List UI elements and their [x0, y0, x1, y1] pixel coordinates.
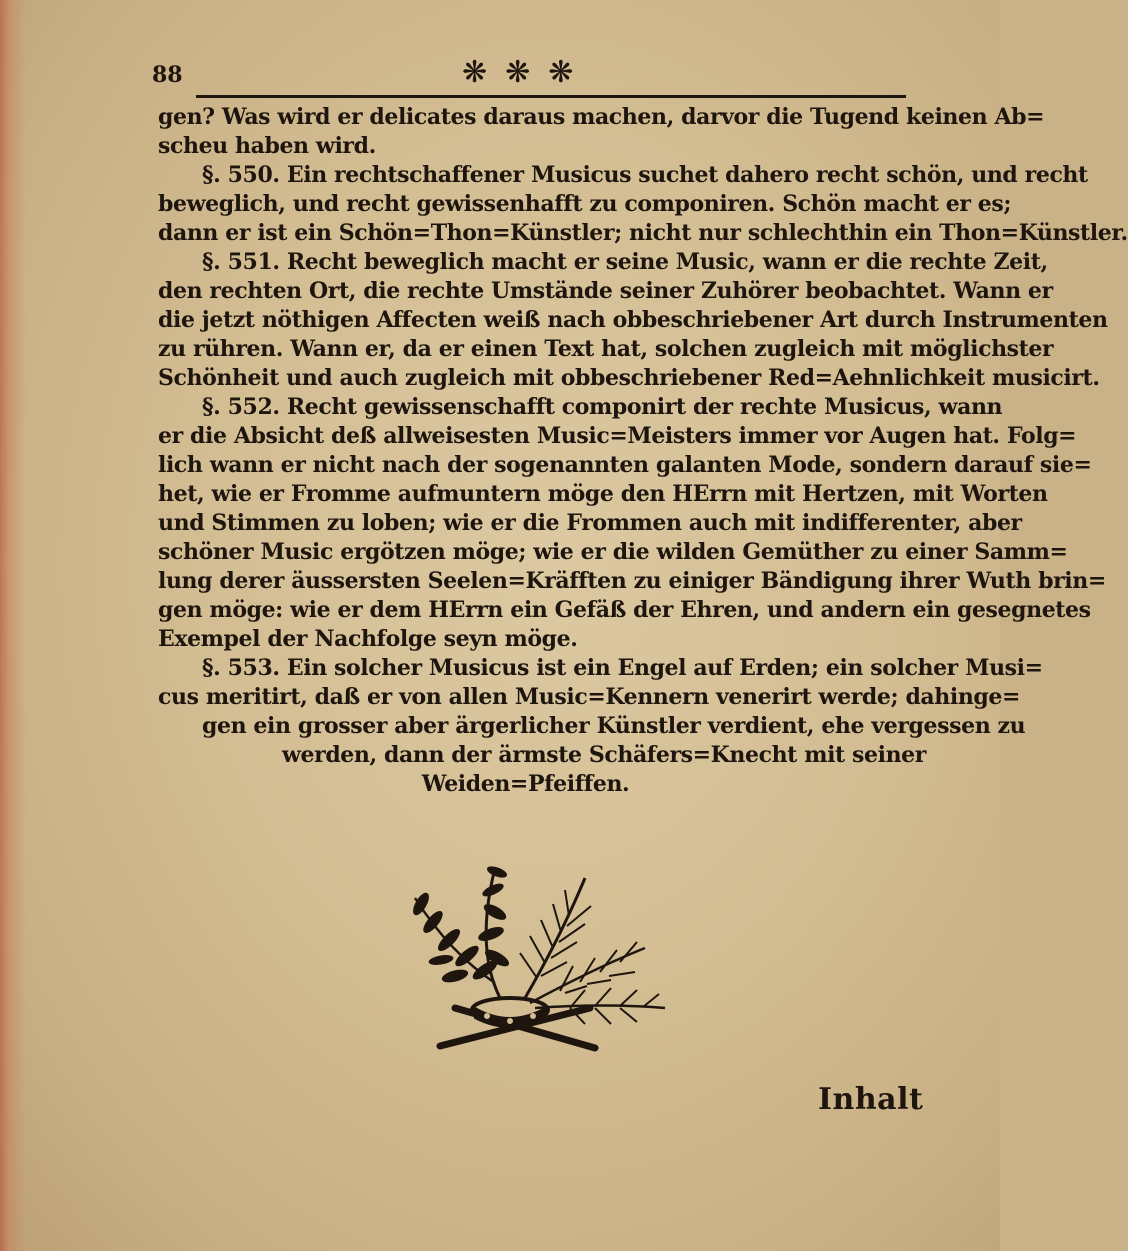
paragraph-553-start: §. 553. Ein solcher Musicus ist ein Engel auf Erden; ein solcher Musi=	[202, 655, 1043, 681]
body-text	[158, 103, 1128, 799]
text-line: schöner Music ergötzen möge; wie er die wilden Gemüther zu einer Samm=	[158, 539, 1068, 565]
header-ornaments	[462, 55, 574, 90]
text-line: er die Absicht deß allweisesten Music=Meisters immer vor Augen hat. Folg=	[158, 423, 1077, 449]
paragraph-552-start: §. 552. Recht gewissenschafft componirt der rechte Musicus, wann	[202, 394, 1003, 420]
text-line: lich wann er nicht nach der sogenannten galanten Mode, sondern darauf sie=	[158, 452, 1092, 478]
laurel-and-palm-crown-vignette-icon	[345, 858, 685, 1058]
text-line: dann er ist ein Schön=Thon=Künstler; nicht nur schlechthin ein Thon=Künstler.	[158, 220, 1128, 246]
text-line: gen ein grosser aber ärgerlicher Künstler verdient, ehe vergessen zu	[202, 713, 1026, 739]
text-line: scheu haben wird.	[158, 133, 376, 159]
text-line: cus meritirt, daß er von allen Music=Kennern venerirt werde; dahinge=	[158, 684, 1021, 710]
catchword: Inhalt	[818, 1082, 924, 1117]
text-line: lung derer äussersten Seelen=Kräfften zu einiger Bändigung ihrer Wuth brin=	[158, 568, 1106, 594]
fleuron-icon: ❋	[462, 55, 488, 90]
page-number: 88	[152, 62, 183, 88]
text-line: gen möge: wie er dem HErrn ein Gefäß der Ehren, und andern ein gesegnetes	[158, 597, 1091, 623]
fleuron-icon: ❋	[548, 55, 574, 90]
text-line: zu rühren. Wann er, da er einen Text hat, solchen zugleich mit möglichster	[158, 336, 1054, 362]
paragraph-550-start: §. 550. Ein rechtschaffener Musicus suchet dahero recht schön, und recht	[202, 162, 1088, 188]
page-edge-stain	[0, 0, 26, 1251]
text-line: und Stimmen zu loben; wie er die Frommen auch mit indifferenter, aber	[158, 510, 1022, 536]
text-line: werden, dann der ärmste Schäfers=Knecht mit seiner	[282, 742, 926, 768]
fleuron-icon: ❋	[505, 55, 531, 90]
text-line: Exempel der Nachfolge seyn möge.	[158, 626, 578, 652]
text-line: Weiden=Pfeiffen.	[421, 771, 630, 797]
text-line: beweglich, und recht gewissenhafft zu componiren. Schön macht er es;	[158, 191, 1012, 217]
text-line: den rechten Ort, die rechte Umstände seiner Zuhörer beobachtet. Wann er	[158, 278, 1053, 304]
text-line: gen? Was wird er delicates daraus machen, darvor die Tugend keinen Ab=	[158, 104, 1045, 130]
text-line: het, wie er Fromme aufmuntern möge den HErrn mit Hertzen, mit Worten	[158, 481, 1048, 507]
header-rule	[196, 95, 906, 98]
paragraph-551-start: §. 551. Recht beweglich macht er seine Music, wann er die rechte Zeit,	[202, 249, 1048, 275]
text-line: Schönheit und auch zugleich mit obbeschriebener Red=Aehnlichkeit musicirt.	[158, 365, 1100, 391]
text-line: die jetzt nöthigen Affecten weiß nach obbeschriebener Art durch Instrumenten	[158, 307, 1108, 333]
